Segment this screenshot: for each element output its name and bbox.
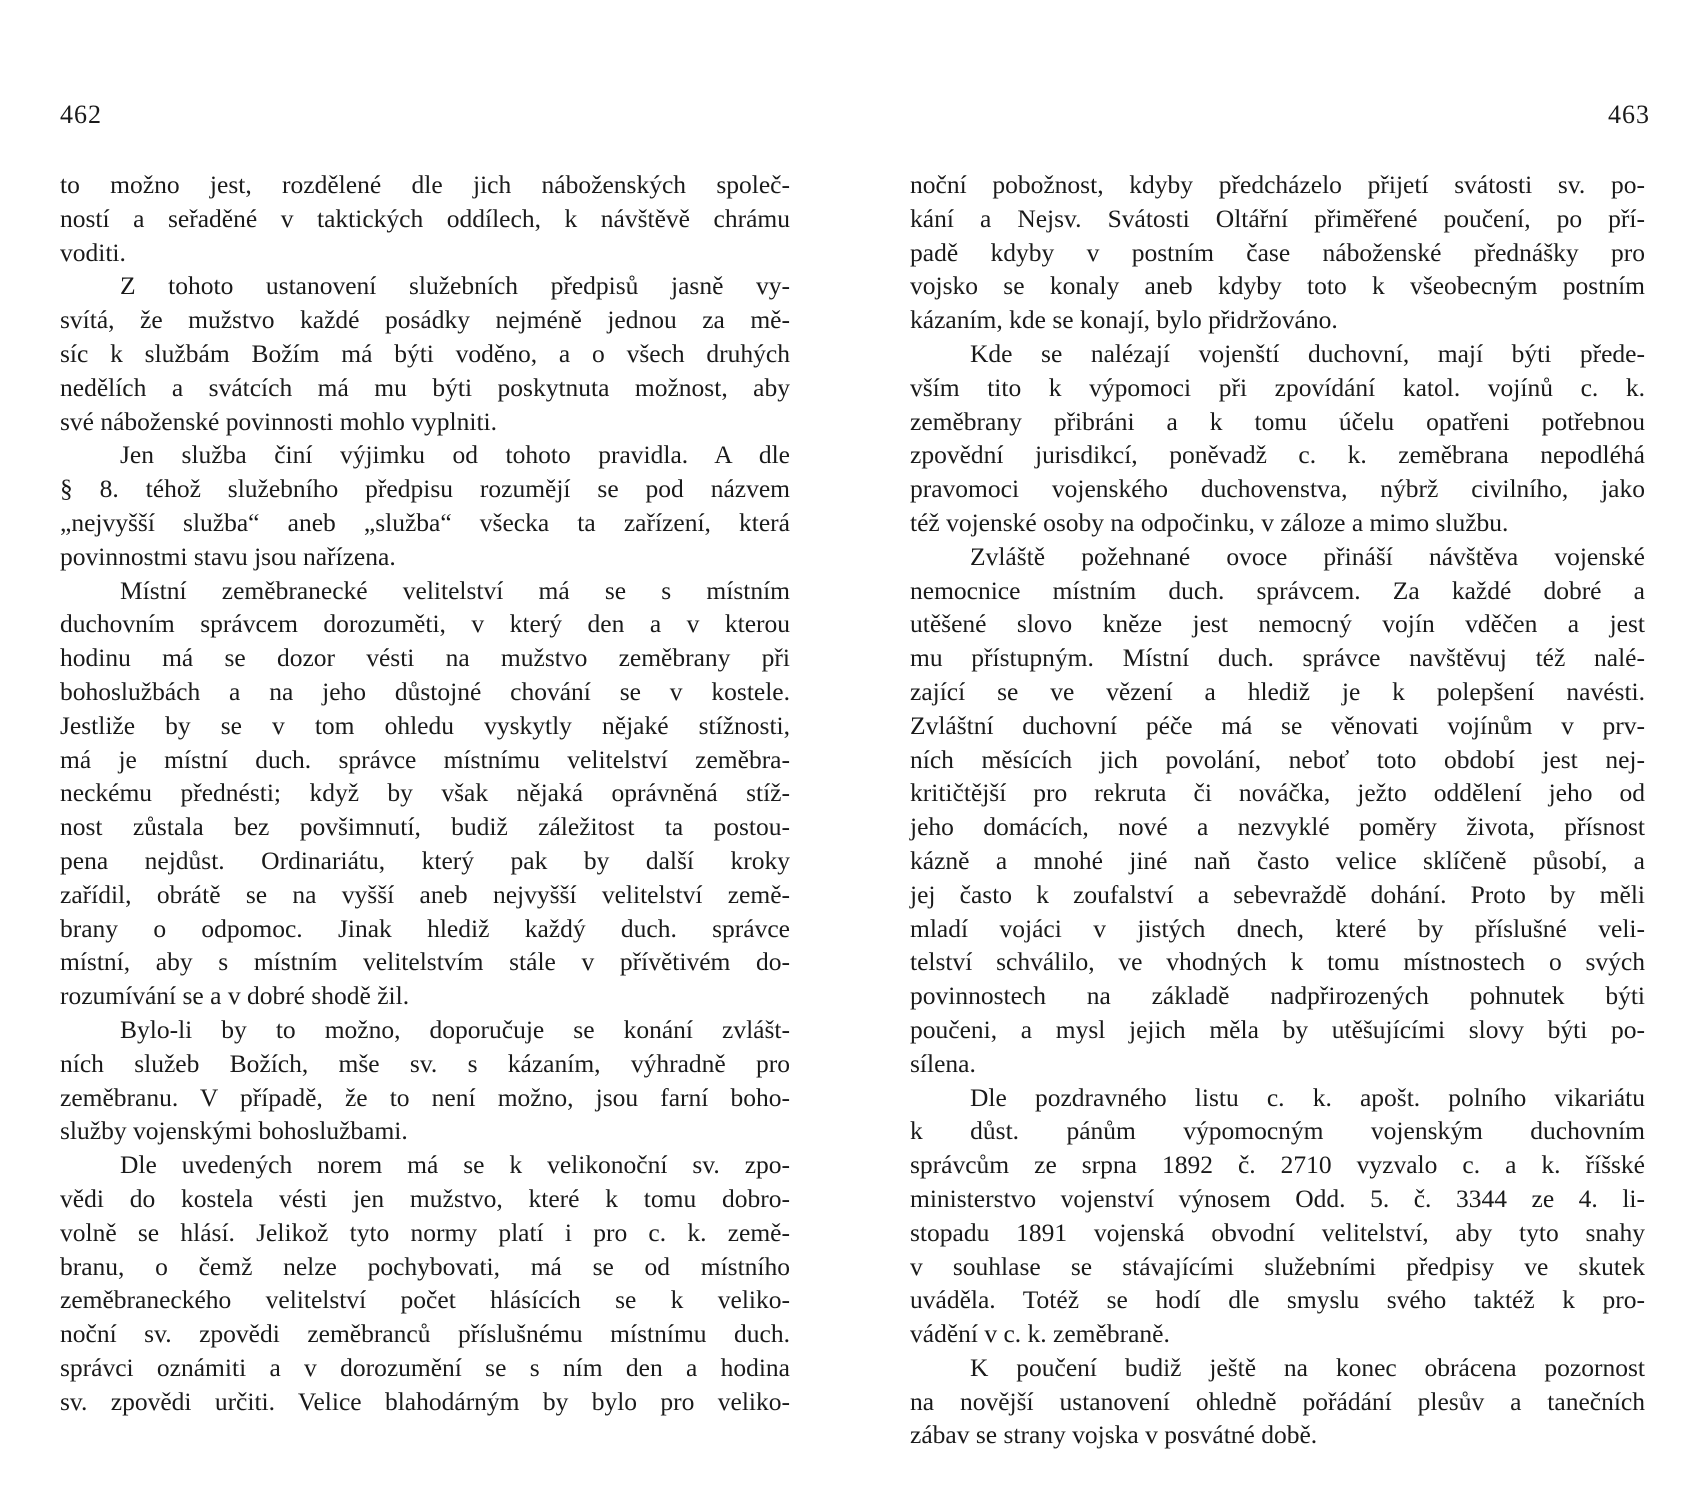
text-line: povinnostmi stavu jsou nařízena. — [60, 541, 396, 571]
text-line: telství schválilo, ve vhodných k tomu místnostech o svých — [910, 947, 1645, 977]
text-line: padě kdyby v postním čase náboženské přednášky pro — [910, 237, 1645, 267]
text-line: stopadu 1891 vojenská obvodní velitelství, aby tyto snahy — [910, 1217, 1645, 1247]
text-line: to možno jest, rozdělené dle jich náboženských společ- — [60, 170, 790, 199]
text-line: brany o odpomoc. Jinak hlediž každý duch. správce — [60, 913, 790, 943]
text-line: jeho domácích, nové a nezvyklé poměry života, přísnost — [910, 812, 1645, 842]
text-line: v souhlase se stávajícími služebními předpisy ve skutek — [910, 1251, 1645, 1281]
text-line: Bylo-li by to možno, doporučuje se konání zvlášt- — [120, 1014, 790, 1044]
text-line: vádění v c. k. zeměbraně. — [910, 1319, 1170, 1349]
text-line: své náboženské povinnosti mohlo vyplniti. — [60, 406, 497, 436]
text-line: zábav se strany vojska v posvátné době. — [910, 1420, 1318, 1450]
text-line: Místní zeměbranecké velitelství má se s místním — [120, 575, 790, 605]
text-line: pena nejdůst. Ordinariátu, který pak by další kroky — [60, 845, 790, 875]
text-line: na novější ustanovení ohledně pořádání plesův a tanečních — [910, 1386, 1645, 1416]
text-line: mu přístupným. Místní duch. správce navštěvuj též nalé- — [910, 643, 1645, 673]
text-line: správcům ze srpna 1892 č. 2710 vyzvalo c. a k. říšské — [910, 1150, 1645, 1180]
text-line: kritičtější pro rekruta či nováčka, ježto oddělení jeho od — [910, 778, 1645, 808]
text-line: zeměbraneckého velitelství počet hlásících se k veliko- — [60, 1285, 790, 1315]
text-line: zeměbrany přibráni a k tomu účelu opatřeni potřebnou — [910, 406, 1645, 436]
text-line: k důst. pánům výpomocným vojenským duchovním — [910, 1116, 1645, 1146]
left-page-text — [60, 168, 790, 1418]
text-line: mladí vojáci v jistých dnech, které by příslušné veli- — [910, 913, 1645, 943]
page-number-left: 462 — [60, 100, 102, 129]
text-line: § 8. téhož služebního předpisu rozumějí se pod názvem — [60, 474, 790, 504]
right-page — [850, 0, 1700, 1500]
text-line: nemocnice místním duch. správcem. Za každé dobré a — [910, 575, 1645, 605]
text-line: noční sv. zpovědi zeměbranců příslušnému místnímu duch. — [60, 1319, 790, 1349]
text-line: jej často k zoufalství a sebevraždě dohání. Proto by měli — [910, 879, 1645, 909]
text-line: vším tito k výpomoci při zpovídání katol. vojínů c. k. — [910, 372, 1645, 402]
text-line: ministerstvo vojenství výnosem Odd. 5. č. 3344 ze 4. li- — [910, 1183, 1645, 1213]
text-line: Dle pozdravného listu c. k. apošt. polního vikariátu — [970, 1082, 1645, 1112]
text-line: kázně a mnohé jiné naň často velice sklíčeně působí, a — [910, 845, 1645, 875]
page-number-right: 463 — [1608, 100, 1650, 129]
text-line: též vojenské osoby na odpočinku, v záloze a mimo službu. — [910, 507, 1509, 537]
text-line: Zvláště požehnané ovoce přináší návštěva vojenské — [970, 541, 1645, 571]
text-line: uváděla. Totéž se hodí dle smyslu svého taktéž k pro- — [910, 1285, 1645, 1315]
text-line: Z tohoto ustanovení služebních předpisů jasně vy- — [120, 271, 790, 301]
text-line: „nejvyšší služba“ aneb „služba“ všecka ta zařízení, která — [60, 507, 790, 537]
text-line: síc k službám Božím má býti voděno, a o všech druhých — [60, 338, 790, 368]
text-line: hodinu má se dozor vésti na mužstvo zeměbrany při — [60, 643, 790, 673]
text-line: ních služeb Božích, mše sv. s kázaním, výhradně pro — [60, 1048, 790, 1078]
text-line: povinnostech na základě nadpřirozených pohnutek býti — [910, 981, 1645, 1011]
text-line: zařídil, obrátě se na vyšší aneb nejvyšší velitelství země- — [60, 879, 790, 909]
text-line: poučeni, a mysl jejich měla by utěšujícími slovy býti po- — [910, 1014, 1645, 1044]
text-line: sílena. — [910, 1048, 976, 1078]
text-line: kázaním, kde se konají, bylo přidržováno. — [910, 305, 1338, 335]
text-line: sv. zpovědi určiti. Velice blahodárným by bylo pro veliko- — [60, 1386, 790, 1416]
text-line: služby vojenskými bohoslužbami. — [60, 1116, 408, 1146]
text-line: Jestliže by se v tom ohledu vyskytly nějaké stížnosti, — [60, 710, 790, 740]
text-line: vědi do kostela vésti jen mužstvo, které k tomu dobro- — [60, 1183, 790, 1213]
text-line: správci oznámiti a v dorozumění se s ním den a hodina — [60, 1352, 790, 1382]
text-line: Kde se nalézají vojenští duchovní, mají býti přede- — [970, 338, 1645, 368]
text-line: nost zůstala bez povšimnutí, budiž záležitost ta postou- — [60, 812, 790, 842]
text-line: branu, o čemž nelze pochybovati, má se od místního — [60, 1251, 790, 1281]
text-line: svítá, že mužstvo každé posádky nejméně jednou za mě- — [60, 305, 790, 335]
text-line: nedělích a svátcích má mu býti poskytnuta možnost, aby — [60, 372, 790, 402]
text-line: má je místní duch. správce místnímu velitelství zeměbra- — [60, 744, 790, 774]
text-line: místní, aby s místním velitelstvím stále v přívětivém do- — [60, 947, 790, 977]
text-line: duchovním správcem dorozuměti, v který den a v kterou — [60, 609, 790, 639]
right-page-text — [910, 168, 1645, 1452]
text-line: zpovědní jurisdikcí, poněvadž c. k. zeměbrana nepodléhá — [910, 440, 1645, 470]
text-line: pravomoci vojenského duchovenstva, nýbrž civilního, jako — [910, 474, 1645, 504]
text-line: neckému přednésti; když by však nějaká oprávněná stíž- — [60, 778, 790, 808]
text-line: kání a Nejsv. Svátosti Oltářní přiměřené poučení, po pří- — [910, 203, 1645, 233]
text-line: bohoslužbách a na jeho důstojné chování se v kostele. — [60, 676, 790, 706]
text-line: Zvláštní duchovní péče má se věnovati vojínům v prv- — [910, 710, 1645, 740]
text-line: ností a seřaděné v taktických oddílech, k návštěvě chrámu — [60, 203, 790, 233]
text-line: ních měsících jich povolání, neboť toto období jest nej- — [910, 744, 1645, 774]
text-line: zající se ve vězení a hlediž je k polepšení navésti. — [910, 676, 1645, 706]
text-line: rozumívání se a v dobré shodě žil. — [60, 981, 410, 1011]
text-line: vojsko se konaly aneb kdyby toto k všeobecným postním — [910, 271, 1645, 301]
text-line: utěšené slovo kněze jest nemocný vojín vděčen a jest — [910, 609, 1645, 639]
text-line: noční pobožnost, kdyby předcházelo přijetí svátosti sv. po- — [910, 170, 1645, 199]
text-line: K poučení budiž ještě na konec obrácena pozornost — [970, 1352, 1645, 1382]
text-line: Dle uvedených norem má se k velikonoční sv. zpo- — [120, 1150, 790, 1180]
text-line: volně se hlásí. Jelikož tyto normy platí i pro c. k. země- — [60, 1217, 790, 1247]
text-line: Jen služba činí výjimku od tohoto pravidla. A dle — [120, 440, 790, 470]
text-line: zeměbranu. V případě, že to není možno, jsou farní boho- — [60, 1082, 790, 1112]
text-line: voditi. — [60, 237, 126, 267]
